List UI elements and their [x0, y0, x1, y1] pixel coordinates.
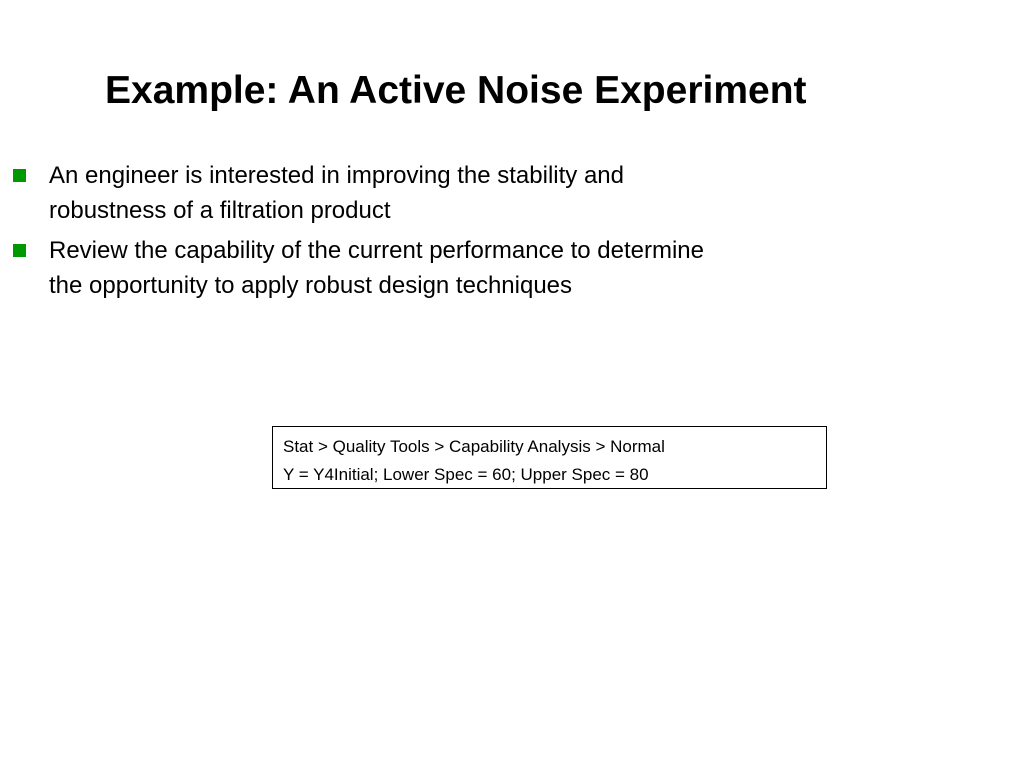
analysis-settings-text: Y = Y4Initial; Lower Spec = 60; Upper Spec = 80 [283, 465, 649, 484]
bullet-list [13, 158, 833, 308]
menu-path-text: Stat > Quality Tools > Capability Analysis > Normal [283, 437, 665, 456]
bullet-text-line: Review the capability of the current performance to determine [49, 237, 704, 264]
square-bullet-icon [13, 169, 26, 182]
bullet-item [13, 158, 833, 228]
command-path-box [272, 426, 827, 489]
square-bullet-icon [13, 244, 26, 257]
bullet-item [13, 233, 833, 303]
bullet-text-line: An engineer is interested in improving the stability and [49, 162, 624, 189]
bullet-text-line: robustness of a filtration product [49, 197, 391, 224]
slide-title: Example: An Active Noise Experiment [105, 69, 807, 112]
bullet-text-line: the opportunity to apply robust design techniques [49, 272, 573, 299]
